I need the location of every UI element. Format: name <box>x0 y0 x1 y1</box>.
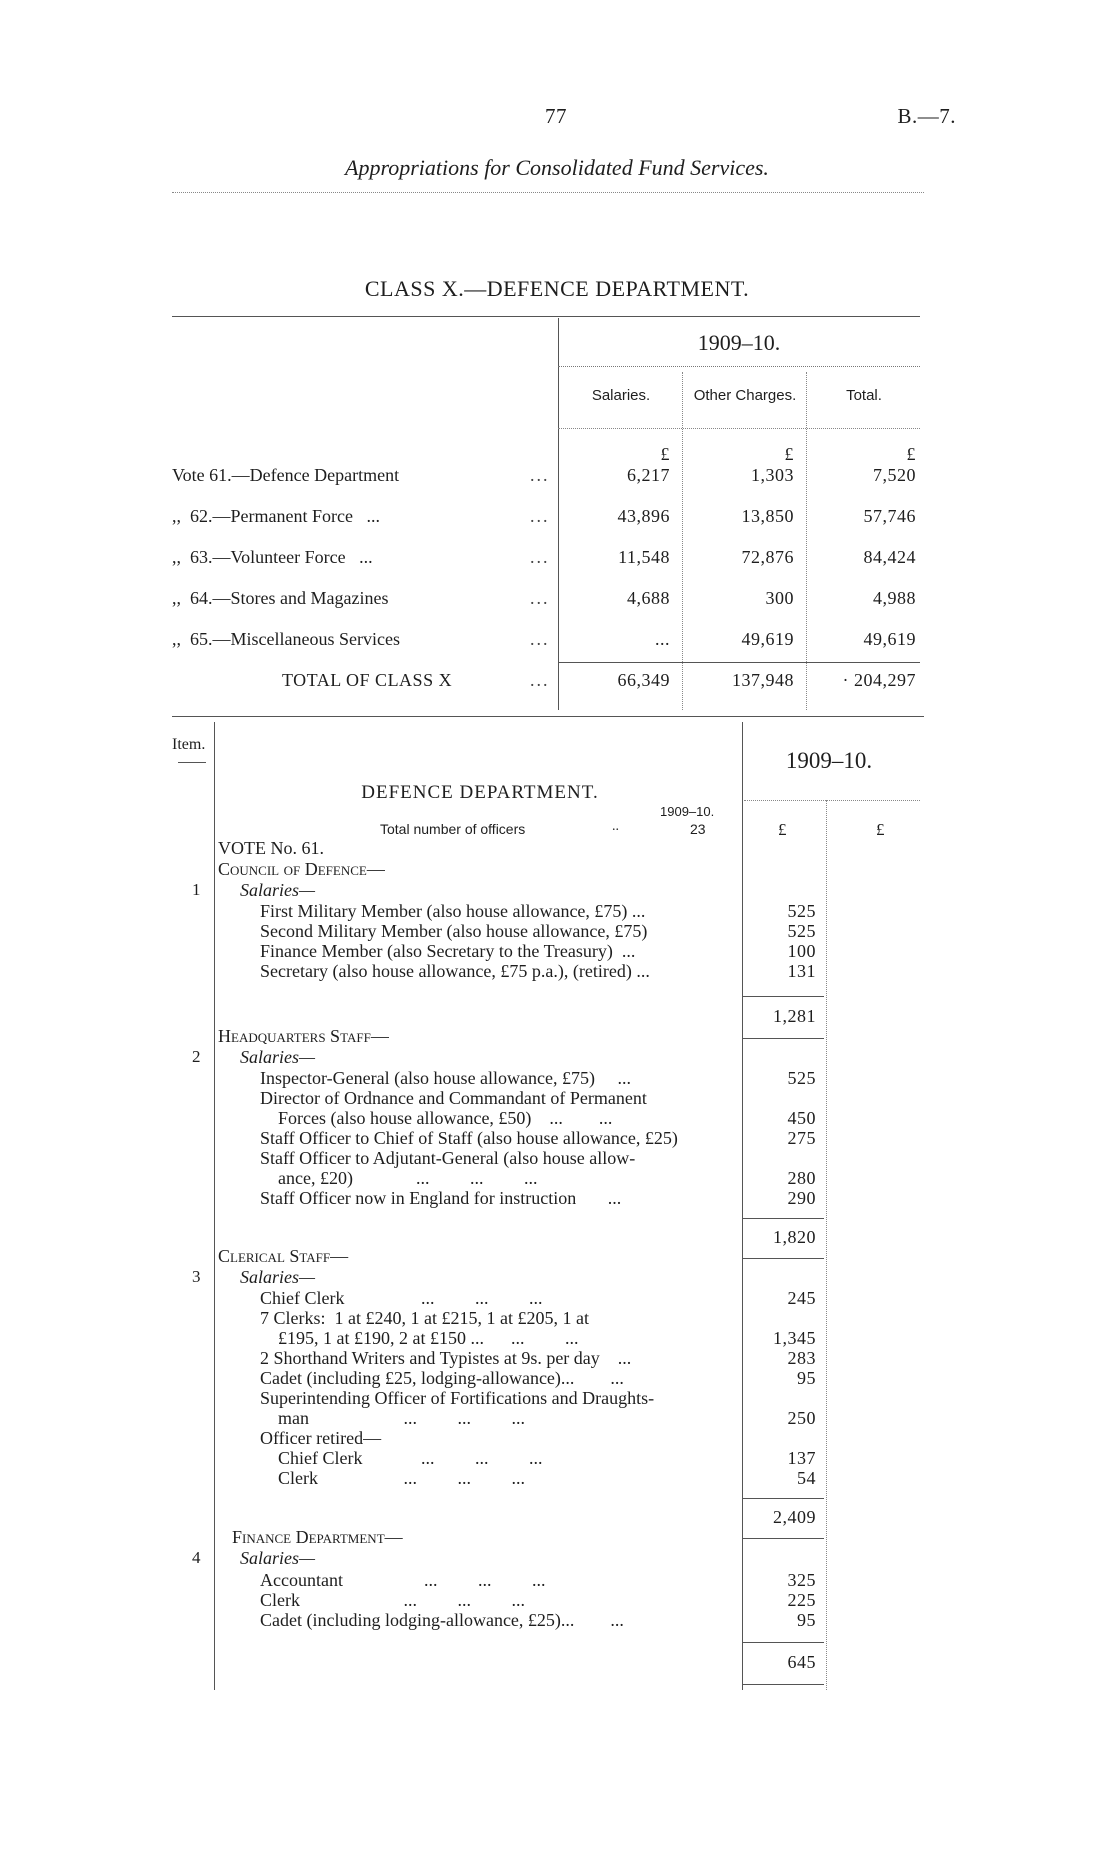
detail-currency-2: £ <box>876 820 885 839</box>
group-heading: Finance Department— <box>232 1527 403 1547</box>
summary-row-total: 57,746 <box>863 506 916 526</box>
line-amount: 245 <box>787 1288 816 1308</box>
summary-col-sep-1 <box>682 372 683 710</box>
item-number: 3 <box>192 1267 201 1286</box>
line-item: Clerk ... ... ... <box>260 1468 525 1488</box>
line-item: Chief Clerk ... ... ... <box>260 1288 543 1308</box>
summary-row-other: 72,876 <box>741 547 794 567</box>
line-amount: 525 <box>787 901 816 921</box>
subtotal-rule <box>742 1538 824 1539</box>
class-title: CLASS X.—DEFENCE DEPARTMENT. <box>364 276 750 301</box>
detail-currency-1: £ <box>778 820 787 839</box>
summary-year: 1909–10. <box>697 330 781 355</box>
summary-row-dots: ... <box>530 547 550 567</box>
officers-label: Total number of officers <box>380 821 526 837</box>
line-item: Accountant ... ... ... <box>260 1570 546 1590</box>
summary-row-label: ,, 65.—Miscellaneous Services <box>172 629 400 649</box>
summary-total-salaries: 66,349 <box>617 670 670 690</box>
group-heading: Headquarters Staff— <box>218 1026 389 1046</box>
header-rule <box>172 192 924 193</box>
line-amount: 325 <box>787 1570 816 1590</box>
line-amount: 100 <box>787 941 816 961</box>
subtotal-rule <box>742 1038 824 1039</box>
currency-salaries: £ <box>660 444 670 464</box>
vote-number: VOTE No. 61. <box>218 838 324 858</box>
line-item: Cadet (including £25, lodging-allowance)... ... <box>260 1368 624 1388</box>
subtotal-rule <box>742 1684 824 1685</box>
summary-row-total: 84,424 <box>863 547 916 567</box>
summary-row-other: 300 <box>765 588 794 608</box>
line-item: Inspector-General (also house allowance, £75) ... <box>260 1068 632 1088</box>
line-item: 7 Clerks: 1 at £240, 1 at £215, 1 at £205, 1 at <box>260 1308 589 1328</box>
line-amount: 95 <box>797 1368 816 1388</box>
subtotal-rule <box>742 996 824 997</box>
line-item: Second Military Member (also house allowance, £75) <box>260 921 648 941</box>
line-item: Staff Officer to Chief of Staff (also house allowance, £25) <box>260 1128 678 1148</box>
salaries-label: Salaries— <box>240 1047 316 1067</box>
summary-row-total: 4,988 <box>873 588 916 608</box>
line-amount: 1,345 <box>773 1328 816 1348</box>
summary-row-dots: ... <box>530 588 550 608</box>
officers-count: 23 <box>690 821 706 837</box>
amount-subcolumn-divider <box>826 800 827 1690</box>
page-number: 77 <box>545 104 567 128</box>
line-amount: 225 <box>787 1590 816 1610</box>
summary-col-other-charges: Other Charges. <box>693 387 797 404</box>
item-number: 1 <box>192 880 201 899</box>
summary-row-salaries: 6,217 <box>627 465 670 485</box>
line-item: Director of Ordnance and Commandant of Permanent <box>260 1088 647 1108</box>
summary-row-other: 1,303 <box>751 465 794 485</box>
line-item: Secretary (also house allowance, £75 p.a.), (retired) ... <box>260 961 650 981</box>
summary-row-other: 49,619 <box>741 629 794 649</box>
group-heading: Clerical Staff— <box>218 1246 349 1266</box>
line-amount: 275 <box>787 1128 816 1148</box>
salaries-label: Salaries— <box>240 1267 316 1287</box>
summary-row-label: ,, 63.—Volunteer Force ... <box>172 547 373 567</box>
line-item: Clerk ... ... ... <box>260 1590 525 1610</box>
summary-total-dots: ... <box>530 670 550 690</box>
summary-row-dots: ... <box>530 629 550 649</box>
line-amount: 250 <box>787 1408 816 1428</box>
item-column-divider <box>214 722 215 1690</box>
summary-total-rule <box>558 662 920 663</box>
summary-col-total: Total. <box>846 387 882 404</box>
subtotal: 645 <box>787 1652 816 1672</box>
summary-row-salaries: 4,688 <box>627 588 670 608</box>
summary-row-label: Vote 61.—Defence Department <box>172 465 400 485</box>
line-amount: 283 <box>787 1348 816 1368</box>
line-item: Superintending Officer of Fortifications and Draughts- <box>260 1388 655 1408</box>
summary-row-salaries: 11,548 <box>618 547 670 567</box>
line-item: Staff Officer now in England for instruction ... <box>260 1188 622 1208</box>
summary-row-total: 49,619 <box>863 629 916 649</box>
line-item: Staff Officer to Adjutant-General (also house allow- <box>260 1148 636 1168</box>
summary-col-sep-2 <box>806 372 807 710</box>
summary-top-rule <box>172 316 920 317</box>
line-item: Officer retired— <box>260 1428 382 1448</box>
line-amount: 450 <box>787 1108 816 1128</box>
item-number: 4 <box>192 1548 201 1567</box>
document-reference: B.—7. <box>897 104 956 128</box>
line-amount: 131 <box>787 961 816 981</box>
line-item: 2 Shorthand Writers and Typistes at 9s. per day ... <box>260 1348 632 1368</box>
detail-year: 1909–10. <box>785 748 873 773</box>
line-item: ance, £20) ... ... ... <box>260 1168 538 1188</box>
summary-row-salaries: 43,896 <box>617 506 670 526</box>
salaries-label: Salaries— <box>240 1548 316 1568</box>
line-amount: 525 <box>787 921 816 941</box>
summary-total-other: 137,948 <box>732 670 794 690</box>
salaries-label: Salaries— <box>240 880 316 900</box>
summary-total-label: TOTAL OF CLASS X <box>282 670 453 690</box>
line-amount: 525 <box>787 1068 816 1088</box>
summary-row-dots: ... <box>530 465 550 485</box>
line-amount: 137 <box>787 1448 816 1468</box>
currency-other: £ <box>784 444 794 464</box>
subtotal: 1,820 <box>773 1227 816 1247</box>
section-rule <box>172 716 924 717</box>
item-column-header: Item. <box>172 736 206 753</box>
subtotal-rule <box>742 1642 824 1643</box>
line-item: Finance Member (also Secretary to the Treasury) ... <box>260 941 636 961</box>
line-amount: 54 <box>797 1468 816 1488</box>
summary-col-salaries: Salaries. <box>591 387 651 404</box>
summary-row-total: 7,520 <box>873 465 916 485</box>
summary-row-dots: ... <box>530 506 550 526</box>
summary-columns-rule <box>558 428 920 429</box>
line-item: Forces (also house allowance, £50) ... ... <box>260 1108 613 1128</box>
summary-year-rule <box>558 366 920 367</box>
item-number: 2 <box>192 1047 201 1066</box>
page-title: Appropriations for Consolidated Fund Services. <box>345 155 769 180</box>
line-item: First Military Member (also house allowance, £75) ... <box>260 901 646 921</box>
line-amount: 290 <box>787 1188 816 1208</box>
summary-total-total: · 204,297 <box>842 670 916 690</box>
summary-row-label: ,, 64.—Stores and Magazines <box>172 588 389 608</box>
summary-row-label: ,, 62.—Permanent Force ... <box>172 506 380 526</box>
section-title: DEFENCE DEPARTMENT. <box>361 782 599 803</box>
line-item: £195, 1 at £190, 2 at £150 ... ... ... <box>260 1328 579 1348</box>
line-item: Chief Clerk ... ... ... <box>260 1448 543 1468</box>
subtotal-rule <box>742 1218 824 1219</box>
line-item: man ... ... ... <box>260 1408 525 1428</box>
summary-row-other: 13,850 <box>741 506 794 526</box>
subtotal-rule <box>742 1498 824 1499</box>
officers-dots: .. <box>612 819 619 834</box>
currency-total: £ <box>906 444 916 464</box>
line-amount: 280 <box>787 1168 816 1188</box>
line-item: Cadet (including lodging-allowance, £25)... ... <box>260 1610 624 1630</box>
group-heading: Council of Defence— <box>218 859 385 879</box>
amount-column-divider <box>742 722 743 1690</box>
subtotal: 1,281 <box>773 1006 816 1026</box>
summary-divider <box>558 318 559 710</box>
item-header-rule <box>178 762 206 763</box>
detail-year-rule <box>744 800 920 801</box>
subtotal: 2,409 <box>773 1507 816 1527</box>
officers-year: 1909–10. <box>660 804 715 819</box>
line-amount: 95 <box>797 1610 816 1630</box>
subtotal-rule <box>742 1258 824 1259</box>
summary-row-salaries: ... <box>655 629 670 649</box>
